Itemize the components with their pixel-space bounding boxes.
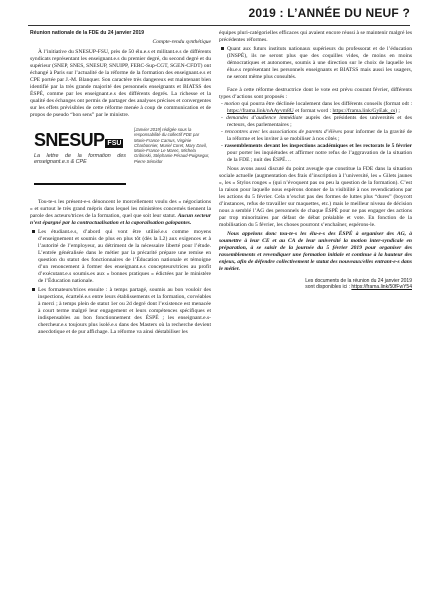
meeting-heading: Réunion nationale de la FDE du 24 janvier 2019: [30, 30, 145, 36]
criticism-paragraph: [30, 199, 211, 227]
footer-line-2: sont disponibles ici :: [305, 284, 352, 290]
logo-badge: FSU: [107, 140, 122, 147]
motion-odt-link[interactable]: https://frama.link/nAAyvm8U: [227, 108, 294, 114]
actions-intro: Face à cette réforme destructrice dont le vote est prévu courant février, différents types d’actions sont proposés :: [219, 87, 412, 100]
criticism-text: Tou-te-s les présent-e-s dénoncent le morcellement voulu des « négociations » et surtout le très grand mépris dans lequel les ministères concernés tiennent la parole des acteurs/trices de la formation, quel que soit leur statut.: [30, 199, 211, 219]
bullet-students-text: Les étudiant.e.s, d’abord qui vont être utilisé.e.s comme moyens d’enseignement et soumis de plus en plus tôt (dès la L2) aux exigences et à l’autorité de l’employeur, au détriment de la nécessaire liberté pour l’étude. L’entrée généralisée dans le métier par la précarité prépare une remise en question du statut des fonctionnaires de l’Éducation nationale et témoigne d’un renoncement à former des enseignant.e.s concepteurs/trices au profit d’exécutant.e.s soumis.es aux « bonnes pratiques » édictées par le ministère de l’Éducation nationale.: [38, 229, 211, 284]
action-motion-mid: et format word :: [293, 108, 333, 114]
summary-note: Compte-rendu synthétique: [152, 39, 211, 45]
action-motion-label: motion: [224, 101, 240, 107]
right-column: [219, 30, 412, 290]
action-parents-label: rencontres avec les associations de parents d’élèves: [224, 129, 343, 135]
action-motion-text: qui pourra être déclinée localement dans les différents conseils (format odt :: [239, 101, 412, 107]
page-title: 2019 : L’ANNÉE DU NEUF ?: [248, 6, 410, 20]
bullet-square-icon: [221, 47, 224, 50]
action-audience-label: demandes d’audience immédiate: [226, 115, 303, 121]
action-motion-end: ) ;: [395, 108, 400, 114]
bullet-trainers: [30, 287, 211, 336]
snesup-logo: [30, 125, 130, 191]
action-rallies-text: pour porter les inquiétudes et affirmer notre refus de l’aggravation de la situation de la FDE ; nuit des ÉSPÉ…: [227, 150, 412, 163]
bullet-inspe-text: Quant aux futurs instituts nationaux supérieurs du professorat et de l’éducation (INSPÉ), ils ne seront plus que des coquilles vides, de moins en moins démocratiques et autonomes, soumis à une direction sur le choix de laquelle les élu.e.s représentant les personnels enseignants et BIATSS mais aussi les usagers, ne seront même plus consultés.: [227, 46, 412, 80]
bullet-square-icon: [32, 230, 35, 233]
bullet-inspe: [219, 46, 412, 81]
documents-link[interactable]: https://frama.link/50fFwY54: [351, 284, 412, 290]
criticism-emphasis: Aucun secteur n’est épargné par la contractualisation et la caporalisation galopantes.: [30, 213, 211, 226]
footer-line-1: Les documents de la réunion du 24 janvier 2019: [305, 278, 412, 284]
action-rallies-label: rassemblements devant les inspections académiques et les rectorats le 5 février: [224, 143, 413, 149]
call-to-action: Nous appelons donc tou-te-s les élu-e-s des ÉSPÉ à organiser des AG, à soumettre à leur CE et au CA de leur université la motion inter-syndicale en préparation, à se saisir de la journée du 5 février 2019 pour organiser des rassemblements et revendiquer une formation initiale et continue à la hauteur des enjeux, afin de défendre collectivement le statut des nouveaux/elles entrant-e-s dans le métier.: [219, 231, 412, 272]
bullet-trainers-text: Les formateurs/trices ensuite : à temps partagé, soumis au bon vouloir des inspections, écartelé.e.s entre leurs établissements et la formation, corvéables à merci ; à temps plein de statut 1er ou 2d degré dont l’existence est menacée à court terme malgré leur engagement et leurs compétences spécifiques et indispensables au bon fonctionnement des ÉSPÉ ; les enseignant.e.s-chercheur.e.s toujours plus isolé.e.s dans des Masters où la recherche devient anecdotique et de pur affichage. La réforme va ainsi déstabiliser les: [38, 287, 211, 335]
title-rule: [28, 25, 410, 26]
logo-name: SNESUP: [34, 130, 105, 150]
footer-note: [219, 278, 412, 290]
editorial-caption: [Janvier 2019] rédigée sous la responsabilité du collectif FDE par Marie-France Carnus, Virginie Charbonnier, Muriel Coret, Mary Davil, Marie-France Le Marec, Michela Gribinski, Stéphanie Péraud-Puigsegur, Pierre Sémidor: [134, 127, 210, 164]
discussion-paragraph: Nous avons aussi discuté du point aveugle que constitue la FDE dans la situation sociale actuelle (augmentation des frais d’inscription à l’université, les « Gilets jaunes », les « Stylos rouges » (qui n’évoquent pas ou peu la question de la formation). C’est la raison pour laquelle nous espérons donner de la visibilité à nos revendications par les actions du 5 février. Cela n’exclut pas des formes de luttes plus “dures” (boycott d’instances, refus de travailler sur maquettes, etc.) mais le meilleur niveau de décision nous a semblé l’AG des personnels de chaque ÉSPÉ pour ne pas engager des actions par trop minoritaires par défaut de débat préalable et vote. En fonction de la mobilisation du 5 février, les choses pourront s’enchaîner, espérons-le.: [219, 166, 412, 228]
action-motion: - motion qui pourra être déclinée localement dans les différents conseils (format odt : https://frama.link/nAAyvm8U et format word : https://frama.link/GyEak_cs) ;: [221, 101, 412, 114]
motion-word-link[interactable]: https://frama.link/GyEak_cs: [332, 108, 396, 114]
logo-wordmark: [34, 131, 123, 149]
action-parents: - rencontres avec les associations de parents d’élèves pour informer de la gravité de la réforme et les inviter à se mobiliser à nos côtés ;: [221, 129, 412, 142]
logo-block: [30, 125, 211, 191]
bullet-students: [30, 229, 211, 285]
action-audience: - demandes d’audience immédiate auprès des présidents des universités et des recteurs, des parlementaires ;: [221, 115, 413, 128]
bullet-square-icon: [32, 288, 35, 291]
intro-paragraph: À l’initiative du SNESUP-FSU, près de 50 élu.e.s et militant.e.s de différents syndicats représentant les enseignant.e.s du premier degré, du second degré et du supérieur (SNEP, SNES, SNESUP, SNUIPP, FERC-Sup-CGT, SGEN-CFDT) ont échangé à Paris sur l’actualité de la réforme de la formation des enseignant.e.s et CPE portée par J.-M. Blanquer. Son caractère très dangereux est maintenant bien identifié par la très grande majorité des personnels enseignants et BIATSS des ÉSPÉ, comme par les enseignant.e.s des différents degrés. La richesse et la qualité des échanges ont permis de partager des analyses précises et convergentes sur les effets prévisibles de cette réforme menée à coup de communication et de propos de pseudo “bon sens” par le ministre.: [30, 49, 211, 118]
left-column: [30, 30, 211, 336]
logo-tagline: La lettre de la formation des enseignant.e.s & CPE: [34, 153, 126, 166]
action-audience-text: auprès des présidents des universités et des recteurs, des parlementaires ;: [227, 115, 413, 128]
action-rallies: - rassemblements devant les inspections académiques et les rectorats le 5 février pour porter les inquiétudes et affirmer notre refus de l’aggravation de la situation de la FDE ; nuit des ÉSPÉ…: [221, 143, 413, 163]
logo-stripe: [34, 183, 126, 185]
continued-paragraph: équipes pluri-catégorielles efficaces qui avaient encore réussi à se maintenir malgré les précédentes réformes.: [219, 30, 412, 43]
action-parents-text: pour informer de la gravité de la réforme et les inviter à se mobiliser à nos côtés ;: [227, 129, 412, 142]
